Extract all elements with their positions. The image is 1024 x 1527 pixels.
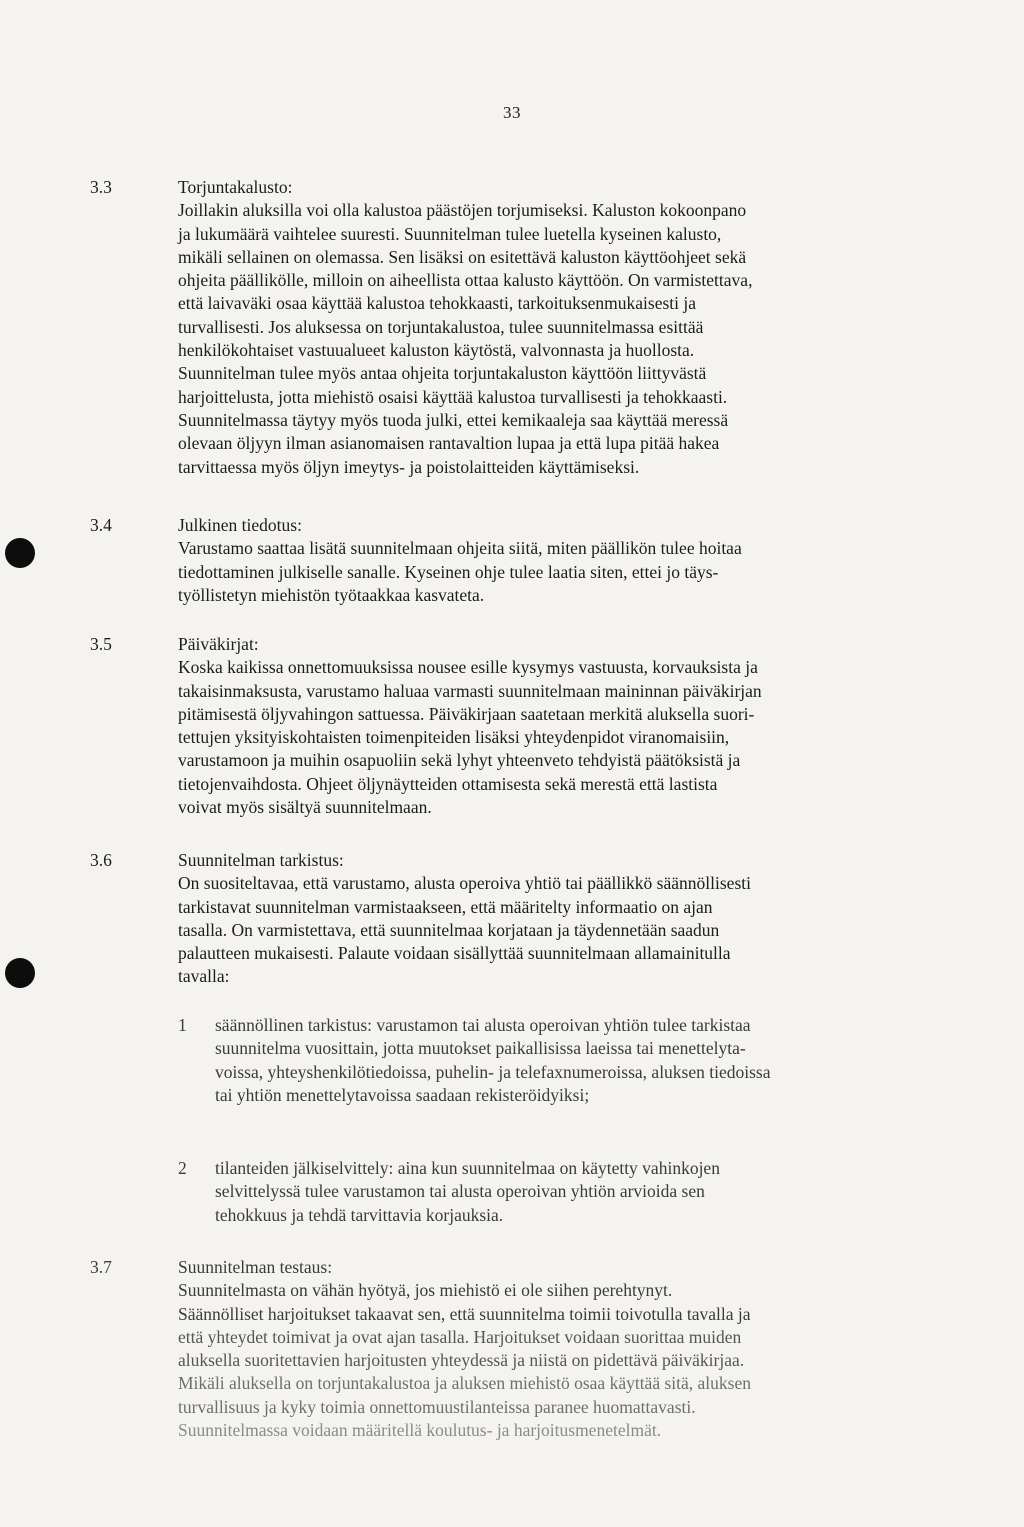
- paragraph-line: että laivaväki osaa käyttää kalustoa tehokkaasti, tarkoituksenmukaisesti ja: [178, 293, 697, 314]
- paragraph-line: takaisinmaksusta, varustamo haluaa varmasti suunnitelmaan maininnan päiväkirjan: [178, 680, 762, 701]
- section-number: 3.7: [90, 1257, 112, 1277]
- section-3-6: [90, 849, 935, 1239]
- punch-hole-lower: [5, 958, 35, 988]
- paragraph-line: Suunnitelmassa voidaan määritellä koulutus- ja harjoitusmenetelmät.: [178, 1420, 662, 1441]
- paragraph-line: tettujen yksityiskohtaisten toimenpiteiden lisäksi yhteydenpidot viranomaisiin,: [178, 727, 730, 748]
- paragraph-line: Suunnitelman tulee myös antaa ohjeita torjuntakaluston käyttöön liittyvästä: [178, 363, 707, 384]
- section-title: Torjuntakalusto:: [178, 177, 293, 197]
- section-number: 3.5: [90, 634, 112, 654]
- paragraph-line: ohjeita päällikölle, milloin on aiheellista ottaa kalusto käyttöön. On varmistettava,: [178, 270, 753, 291]
- paragraph-line: tasalla. On varmistettava, että suunnitelmaa korjataan ja täydennetään saadun: [178, 919, 720, 940]
- list-item: [178, 1014, 938, 1109]
- paragraph-line: Suunnitelmasta on vähän hyötyä, jos miehistö ei ole siihen perehtynyt.: [178, 1280, 673, 1301]
- section-number: 3.6: [90, 850, 112, 870]
- section-body: [178, 1256, 933, 1442]
- paragraph-line: tarkistavat suunnitelman varmistaakseen, että määritelty informaatio on ajan: [178, 896, 713, 917]
- list-item-text: [215, 1014, 935, 1107]
- section-3-3: [90, 176, 935, 496]
- section-number: 3.3: [90, 177, 112, 197]
- paragraph-line: pitämisestä öljyvahingon sattuessa. Päiväkirjaan saatetaan merkitä aluksella suori-: [178, 703, 755, 724]
- section-title: Suunnitelman tarkistus:: [178, 850, 344, 870]
- list-line: tai yhtiön menettelytavoissa saadaan rekisteröidyiksi;: [215, 1084, 590, 1105]
- paragraph-line: tarvittaessa myös öljyn imeytys- ja poistolaitteiden käyttämiseksi.: [178, 456, 640, 477]
- paragraph-line: tietojenvaihdosta. Ohjeet öljynäytteiden ottamisesta sekä merestä että lastista: [178, 773, 718, 794]
- list-line: selvittelyssä tulee varustamon tai alusta operoivan yhtiön arvioida sen: [215, 1181, 705, 1202]
- section-body: [178, 849, 933, 1225]
- section-body: [178, 633, 933, 819]
- section-body: [178, 176, 933, 479]
- paragraph-line: Koska kaikissa onnettomuuksissa nousee esille kysymys vastuusta, korvauksista ja: [178, 657, 758, 678]
- paragraph-line: harjoittelusta, jotta miehistö osaisi käyttää kalustoa turvallisesti ja tehokkaasti.: [178, 386, 728, 407]
- paragraph-line: Säännölliset harjoitukset takaavat sen, että suunnitelma toimii toivotulla tavalla ja: [178, 1303, 751, 1324]
- list-line: tilanteiden jälkiselvittely: aina kun suunnitelmaa on käytetty vahinkojen: [215, 1158, 720, 1178]
- punch-hole-upper: [5, 538, 35, 568]
- paragraph-line: että yhteydet toimivat ja ovat ajan tasalla. Harjoitukset voidaan suorittaa muiden: [178, 1326, 742, 1347]
- page-number: 33: [503, 103, 521, 122]
- paragraph-line: Varustamo saattaa lisätä suunnitelmaan ohjeita siitä, miten päällikön tulee hoitaa: [178, 538, 742, 559]
- paragraph-line: On suositeltavaa, että varustamo, alusta operoiva yhtiö tai päällikkö säännöllisesti: [178, 873, 751, 894]
- paragraph-line: voivat myös sisältyä suunnitelmaan.: [178, 797, 432, 818]
- list-line: suunnitelma vuosittain, jotta muutokset paikallisissa laeissa tai menettelyta-: [215, 1038, 746, 1059]
- list-item: [178, 1157, 938, 1229]
- paragraph-line: turvallisesti. Jos aluksessa on torjuntakalustoa, tulee suunnitelmassa esittää: [178, 316, 704, 337]
- list-line: säännöllinen tarkistus: varustamon tai alusta operoivan yhtiön tulee tarkistaa: [215, 1015, 751, 1035]
- list-item-number: 1: [178, 1015, 187, 1035]
- paragraph-line: Mikäli aluksella on torjuntakalustoa ja aluksen miehistö osaa käyttää sitä, aluksen: [178, 1373, 751, 1394]
- paragraph-line: ja lukumäärä vaihtelee suuresti. Suunnitelman tulee luetella kyseinen kalusto,: [178, 223, 722, 244]
- paragraph-line: henkilökohtaiset vastuualueet kaluston käytöstä, valvonnasta ja huollosta.: [178, 340, 695, 361]
- section-3-5: [90, 633, 935, 828]
- section-title: Päiväkirjat:: [178, 634, 259, 654]
- list-line: voissa, yhteyshenkilötiedoissa, puhelin- ja telefaxnumeroissa, aluksen tiedoissa: [215, 1061, 771, 1082]
- paragraph-line: aluksella suoritettavien harjoitusten yhteydessä ja niistä on pidettävä päiväkirjaa.: [178, 1350, 745, 1371]
- section-3-7: [90, 1256, 935, 1451]
- paragraph-line: Joillakin aluksilla voi olla kalustoa päästöjen torjumiseksi. Kaluston kokoonpano: [178, 200, 747, 221]
- paragraph-line: Suunnitelmassa täytyy myös tuoda julki, ettei kemikaaleja saa käyttää meressä: [178, 409, 729, 430]
- paragraph-line: olevaan öljyyn ilman asianomaisen rantavaltion lupaa ja että lupa pitää hakea: [178, 433, 720, 454]
- section-title: Suunnitelman testaus:: [178, 1257, 333, 1277]
- paragraph-line: turvallisuus ja kyky toimia onnettomuustilanteissa paranee huomattavasti.: [178, 1396, 696, 1417]
- section-title: Julkinen tiedotus:: [178, 515, 302, 535]
- section-body: [178, 514, 933, 607]
- paragraph-line: palautteen mukaisesti. Palaute voidaan sisällyttää suunnitelmaan allamainitulla: [178, 943, 731, 964]
- paragraph-line: varustamoon ja muihin osapuoliin sekä lyhyt yhteenveto tehdyistä päätöksistä ja: [178, 750, 741, 771]
- list-item-number: 2: [178, 1158, 187, 1178]
- paragraph-line: työllistetyn miehistön työtaakkaa kasvateta.: [178, 584, 485, 605]
- list-line: tehokkuus ja tehdä tarvittavia korjauksia.: [215, 1204, 504, 1225]
- paragraph-line: mikäli sellainen on olemassa. Sen lisäksi on esitettävä kaluston käyttöohjeet sekä: [178, 246, 747, 267]
- paragraph-line: tavalla:: [178, 966, 230, 987]
- paragraph-line: tiedottaminen julkiselle sanalle. Kyseinen ohje tulee laatia siten, ettei jo täys-: [178, 561, 719, 582]
- list-item-text: [215, 1157, 935, 1227]
- section-number: 3.4: [90, 515, 112, 535]
- section-3-4: [90, 514, 935, 614]
